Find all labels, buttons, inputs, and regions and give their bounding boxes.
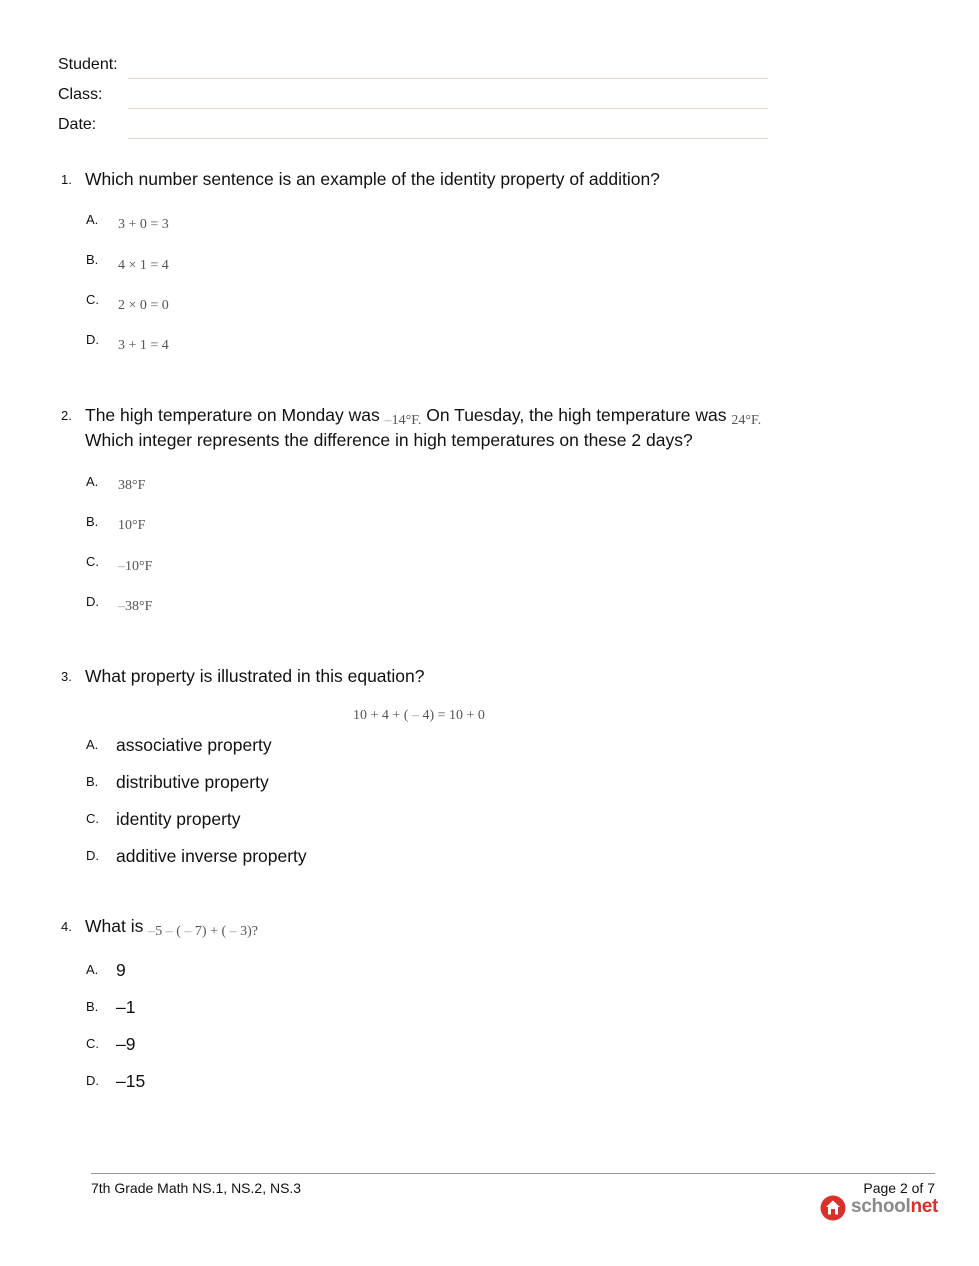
option-d-math[interactable] <box>118 598 152 616</box>
footer-divider <box>91 1173 935 1174</box>
option-letter[interactable]: C. <box>86 554 99 569</box>
question-text-line2: Which integer represents the difference in high temperatures on these 2 days? <box>85 430 693 450</box>
question-number: 2. <box>61 408 72 423</box>
option-letter[interactable]: D. <box>86 1073 99 1088</box>
question-text: What property is illustrated in this equation? <box>85 666 425 686</box>
student-label: Student: <box>58 56 118 73</box>
question-text-line1 <box>85 403 761 430</box>
date-label: Date: <box>58 116 97 133</box>
logo-text-net: net <box>910 1196 939 1217</box>
option-letter[interactable]: C. <box>86 811 99 826</box>
option-a-text[interactable]: 9 <box>116 960 126 980</box>
question-text-part2: On Tuesday, the high temperature was <box>426 405 727 425</box>
option-d-math[interactable]: 3 + 1 = 4 <box>118 338 169 353</box>
option-d-text[interactable]: additive inverse property <box>116 846 307 866</box>
option-a-math[interactable]: 3 + 0 = 3 <box>118 217 169 232</box>
expression-part2: ( <box>176 924 181 939</box>
expression-part4: 3)? <box>240 924 259 939</box>
option-letter[interactable]: B. <box>86 252 99 267</box>
option-letter[interactable]: A. <box>86 474 99 489</box>
question-text <box>85 914 258 941</box>
option-letter[interactable]: A. <box>86 962 99 977</box>
page-number: Page 2 of 7 <box>863 1180 935 1196</box>
class-field[interactable] <box>128 108 768 109</box>
option-a-text[interactable]: associative property <box>116 735 272 755</box>
expression-part1: 5 <box>155 924 163 939</box>
temp-monday-value: 14°F. <box>391 413 422 428</box>
question-number: 3. <box>61 669 72 684</box>
option-b-math[interactable]: 10°F <box>118 518 146 533</box>
minus-sign: – <box>118 599 125 614</box>
option-c-value: 10°F <box>125 559 153 574</box>
option-letter[interactable]: C. <box>86 1036 99 1051</box>
temp-tuesday: 24°F. <box>731 413 762 428</box>
logo-text-school: school <box>851 1196 911 1217</box>
option-letter[interactable]: A. <box>86 212 99 227</box>
option-letter[interactable]: A. <box>86 737 99 752</box>
minus-sign: – <box>226 924 241 939</box>
minus-sign: – <box>162 924 177 939</box>
question-number: 1. <box>61 172 72 187</box>
question-text: Which number sentence is an example of the identity property of addition? <box>85 169 660 189</box>
option-c-math[interactable]: 2 × 0 = 0 <box>118 298 169 313</box>
option-c-text[interactable]: –9 <box>116 1034 136 1054</box>
minus-sign: – <box>384 413 392 428</box>
option-d-text[interactable]: –15 <box>116 1071 146 1091</box>
option-b-text[interactable]: –1 <box>116 997 136 1017</box>
student-field[interactable] <box>128 78 768 79</box>
date-field[interactable] <box>128 138 768 139</box>
option-d-value: 38°F <box>125 599 153 614</box>
equation-part2: 4) = 10 + 0 <box>422 708 485 723</box>
footer-course-title: 7th Grade Math NS.1, NS.2, NS.3 <box>91 1180 302 1196</box>
option-c-text[interactable]: identity property <box>116 809 241 829</box>
option-b-math[interactable]: 4 × 1 = 4 <box>118 258 169 273</box>
minus-sign: – <box>408 708 423 723</box>
option-letter[interactable]: B. <box>86 514 99 529</box>
logo-text <box>851 1196 938 1218</box>
question-number: 4. <box>61 919 72 934</box>
equation <box>353 707 485 725</box>
option-a-math[interactable]: 38°F <box>118 478 146 493</box>
question-text-part1: The high temperature on Monday was <box>85 405 380 425</box>
expression-part3: 7) + ( <box>194 924 227 939</box>
option-letter[interactable]: D. <box>86 332 99 347</box>
option-letter[interactable]: D. <box>86 594 99 609</box>
question-text-part: What is <box>85 916 144 936</box>
option-letter[interactable]: C. <box>86 292 99 307</box>
class-label: Class: <box>58 86 103 103</box>
house-icon <box>820 1195 846 1221</box>
expression <box>148 924 258 939</box>
option-letter[interactable]: D. <box>86 848 99 863</box>
option-letter[interactable]: B. <box>86 999 99 1014</box>
minus-sign: – <box>180 924 195 939</box>
option-c-math[interactable] <box>118 558 152 576</box>
minus-sign: – <box>148 924 156 939</box>
temp-monday <box>385 413 422 428</box>
equation-part1: 10 + 4 + ( <box>353 708 409 723</box>
option-letter[interactable]: B. <box>86 774 99 789</box>
minus-sign: – <box>118 559 125 574</box>
option-b-text[interactable]: distributive property <box>116 772 269 792</box>
schoolnet-logo <box>820 1195 939 1223</box>
